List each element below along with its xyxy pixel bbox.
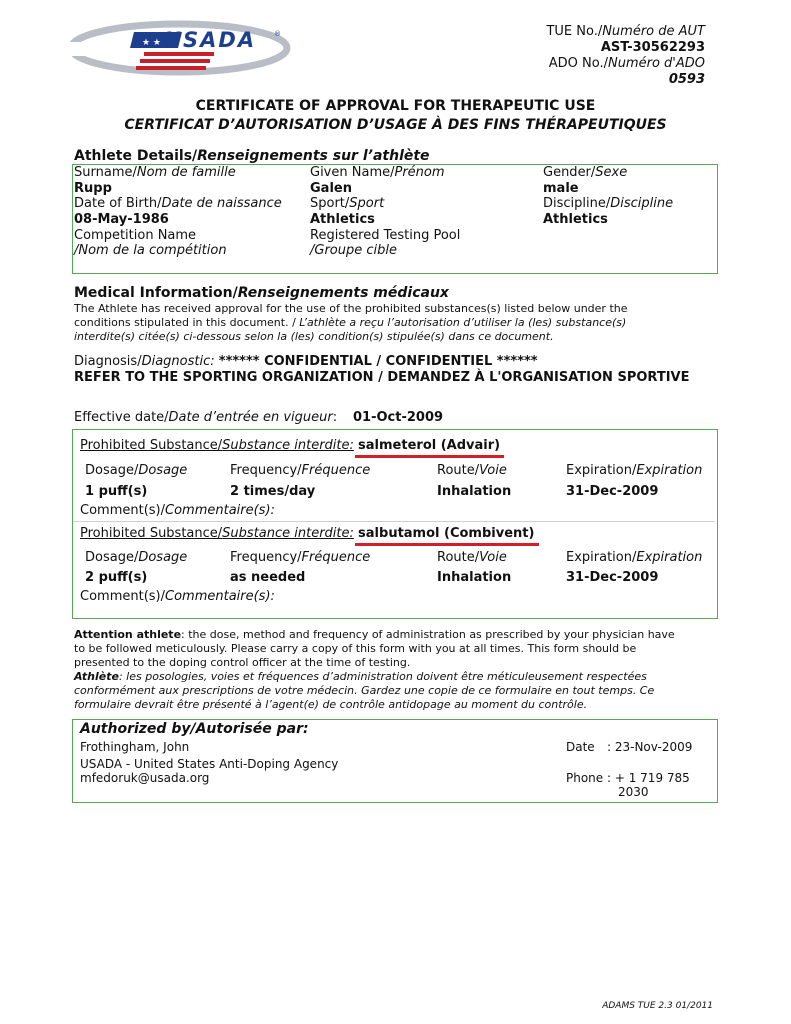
substance-2-dosage: 2 puff(s)	[85, 570, 148, 585]
pool-label-fr: /Groupe cible	[310, 243, 397, 258]
usada-logo-text: USADA	[164, 28, 257, 52]
authorized-date-value: : 23-Nov-2009	[607, 740, 693, 754]
dob-label: Date of Birth/Date de naissance	[74, 196, 282, 211]
medical-paragraph-line1: The Athlete has received approval for the use of the prohibited substances(s) listed below under the	[74, 302, 628, 315]
substance-1-dosage: 1 puff(s)	[85, 484, 148, 499]
substance-1-comment-label: Comment(s)/Commentaire(s):	[80, 503, 275, 518]
substance-2-underline	[355, 543, 539, 546]
substance-1-route-label: Route/Voie	[437, 463, 507, 478]
effective-date-label: Effective date/Date d’entrée en vigueur:	[74, 410, 338, 425]
authorized-heading: Authorized by/Autorisée par:	[80, 721, 309, 737]
attention-fr-line3: formulaire devrait être présenté à l’agent(e) de contrôle antidopage au moment du contrôle.	[74, 698, 588, 711]
substance-2-frequency: as needed	[230, 570, 306, 585]
substance-1-dosage-label: Dosage/Dosage	[85, 463, 188, 478]
substance-2-frequency-label: Frequency/Fréquence	[230, 550, 371, 565]
substance-1-label: Prohibited Substance/Substance interdite: salmeterol (Advair)	[80, 438, 501, 453]
substance-1-route: Inhalation	[437, 484, 512, 499]
authorized-phone-value-cont: 2030	[618, 785, 649, 799]
title-fr: CERTIFICAT D’AUTORISATION D’USAGE À DES FINS THÉRAPEUTIQUES	[124, 117, 667, 133]
authorized-phone-value: : + 1 719 785	[607, 771, 690, 785]
attention-line3: presented to the doping control officer at the time of testing.	[74, 656, 411, 669]
svg-text:★ ★: ★ ★	[142, 38, 161, 48]
surname-value: Rupp	[74, 181, 112, 196]
substance-1-underline	[355, 455, 504, 458]
sport-label: Sport/Sport	[310, 196, 385, 211]
effective-date-value: 01-Oct-2009	[353, 410, 444, 425]
substance-2-name: salbutamol (Combivent)	[358, 526, 535, 541]
competition-label: Competition Name	[74, 228, 197, 243]
pool-label: Registered Testing Pool	[310, 228, 461, 243]
footer-version: ADAMS TUE 2.3 01/2011	[602, 1001, 713, 1011]
substance-2-route-label: Route/Voie	[437, 550, 507, 565]
diagnosis-value: ****** CONFIDENTIAL / CONFIDENTIEL ******	[218, 354, 538, 369]
diagnosis: Diagnosis/Diagnostic: ****** CONFIDENTIAL / CONFIDENTIEL ******	[74, 354, 538, 369]
tue-number: AST-30562293	[600, 40, 705, 55]
sport-value: Athletics	[310, 212, 375, 227]
attention-fr-line2: conformément aux prescriptions de votre médecin. Gardez une copie de ce formulaire en tout temps. Ce	[74, 684, 655, 697]
authorized-date-label: Date	[566, 740, 595, 754]
authorizer-org: USADA - United States Anti-Doping Agency	[80, 757, 339, 771]
tue-number-label: TUE No./Numéro de AUT	[546, 24, 705, 39]
authorizer-email: mfedoruk@usada.org	[80, 771, 210, 785]
substance-1-name: salmeterol (Advair)	[358, 438, 501, 453]
discipline-value: Athletics	[543, 212, 608, 227]
attention-fr-line1: Athlète: les posologies, voies et fréquences d’administration doivent être méticuleusement respectées	[74, 670, 647, 683]
substance-2-route: Inhalation	[437, 570, 512, 585]
given-name-value: Galen	[310, 181, 352, 196]
gender-value: male	[543, 181, 579, 196]
discipline-label: Discipline/Discipline	[543, 196, 674, 211]
attention-line2: to be followed meticulously. Please carry a copy of this form with you at all times. This form should be	[74, 642, 637, 655]
substance-2-label: Prohibited Substance/Substance interdite: salbutamol (Combivent)	[80, 526, 535, 541]
ado-number-label: ADO No./Numéro d'ADO	[548, 56, 705, 71]
substance-2-expiration-label: Expiration/Expiration	[566, 550, 703, 565]
title-en: CERTIFICATE OF APPROVAL FOR THERAPEUTIC USE	[195, 98, 596, 114]
substance-2-dosage-label: Dosage/Dosage	[85, 550, 188, 565]
ado-number: 0593	[668, 72, 705, 87]
given-name-label: Given Name/Prénom	[310, 165, 445, 180]
medical-paragraph-line3: interdite(s) citée(s) ci-dessous selon la (les) condition(s) stipulée(s) dans ce document.	[74, 330, 554, 343]
substance-separator	[73, 521, 715, 522]
medical-paragraph-line2: conditions stipulated in this document. / L’athlète a reçu l’autorisation d’utiliser la (les) substance(s)	[74, 316, 627, 329]
authorized-phone-label: Phone	[566, 771, 604, 785]
substance-1-frequency: 2 times/day	[230, 484, 316, 499]
competition-label-fr: /Nom de la compétition	[74, 243, 227, 258]
refer-notice: REFER TO THE SPORTING ORGANIZATION / DEMANDEZ À L'ORGANISATION SPORTIVE	[74, 370, 690, 385]
substance-2-expiration: 31-Dec-2009	[566, 570, 659, 585]
substance-1-frequency-label: Frequency/Fréquence	[230, 463, 371, 478]
dob-value: 08-May-1986	[74, 212, 169, 227]
usada-logo	[64, 18, 294, 80]
gender-label: Gender/Sexe	[543, 165, 628, 180]
substance-2-comment-label: Comment(s)/Commentaire(s):	[80, 589, 275, 604]
athlete-heading: Athlete Details/Renseignements sur l’athlète	[74, 148, 430, 164]
usada-logo-reg: ®	[274, 30, 281, 38]
authorizer-name: Frothingham, John	[80, 740, 190, 754]
surname-label: Surname/Nom de famille	[74, 165, 236, 180]
attention-line1: Attention athlete: the dose, method and frequency of administration as prescribed by your physician have	[74, 628, 675, 641]
substance-1-expiration-label: Expiration/Expiration	[566, 463, 703, 478]
substance-1-expiration: 31-Dec-2009	[566, 484, 659, 499]
medical-heading: Medical Information/Renseignements médicaux	[74, 285, 449, 301]
